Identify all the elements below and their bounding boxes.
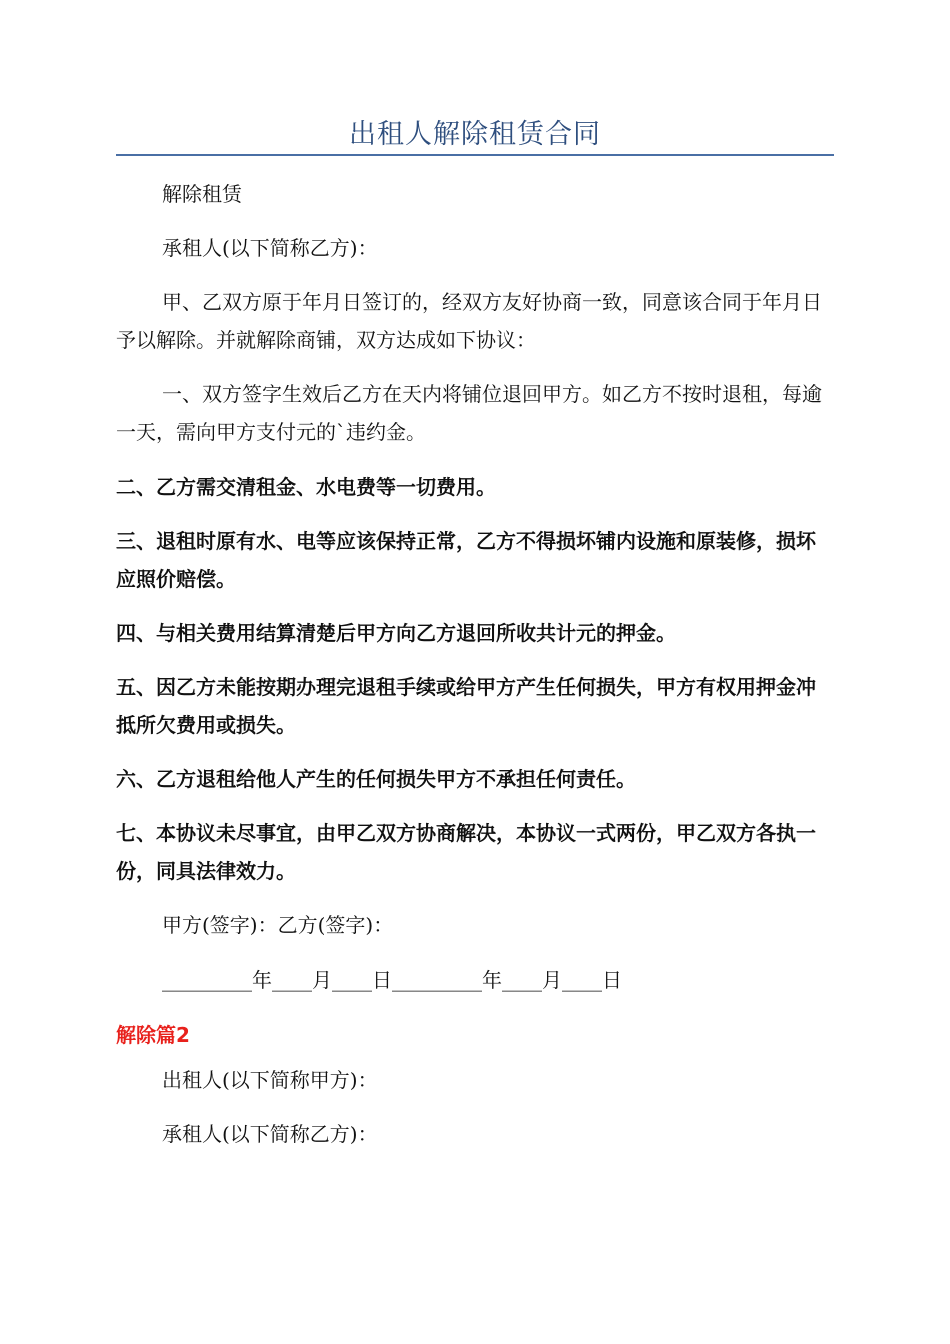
paragraph-lessor: 出租人(以下简称甲方)：	[162, 1068, 378, 1092]
date-line: _________年____月____日_________年____月____日	[162, 968, 622, 992]
paragraph-lessee: 承租人(以下简称乙方)：	[162, 236, 378, 260]
clause-1: 一、双方签字生效后乙方在天内将铺位退回甲方。如乙方不按时退租，每逾一天，需向甲方支付元的`违约金。	[116, 382, 822, 444]
clause-2: 二、乙方需交清租金、水电费等一切费用。	[116, 475, 496, 499]
signature-line: 甲方(签字)：乙方(签字)：	[162, 913, 394, 937]
clause-6: 六、乙方退租给他人产生的任何损失甲方不承担任何责任。	[116, 767, 636, 791]
title-underline	[116, 154, 834, 156]
clause-3: 三、退租时原有水、电等应该保持正常，乙方不得损坏铺内设施和原装修，损坏应照价赔偿。	[116, 529, 816, 591]
clause-7: 七、本协议未尽事宜，由甲乙双方协商解决，本协议一式两份，甲乙双方各执一份，同具法律效力。	[116, 821, 816, 883]
clause-4: 四、与相关费用结算清楚后甲方向乙方退回所收共计元的押金。	[116, 621, 676, 645]
paragraph-agreement: 甲、乙双方原于年月日签订的，经双方友好协商一致，同意该合同于年月日予以解除。并就解除商铺，双方达成如下协议：	[116, 290, 822, 352]
paragraph-intro: 解除租赁	[162, 182, 242, 206]
document-title: 出租人解除租赁合同	[349, 119, 601, 150]
paragraph-lessee-2: 承租人(以下简称乙方)：	[162, 1122, 378, 1146]
clause-5: 五、因乙方未能按期办理完退租手续或给甲方产生任何损失，甲方有权用押金冲抵所欠费用或损失。	[116, 675, 816, 737]
section-heading: 解除篇2	[116, 1023, 190, 1047]
